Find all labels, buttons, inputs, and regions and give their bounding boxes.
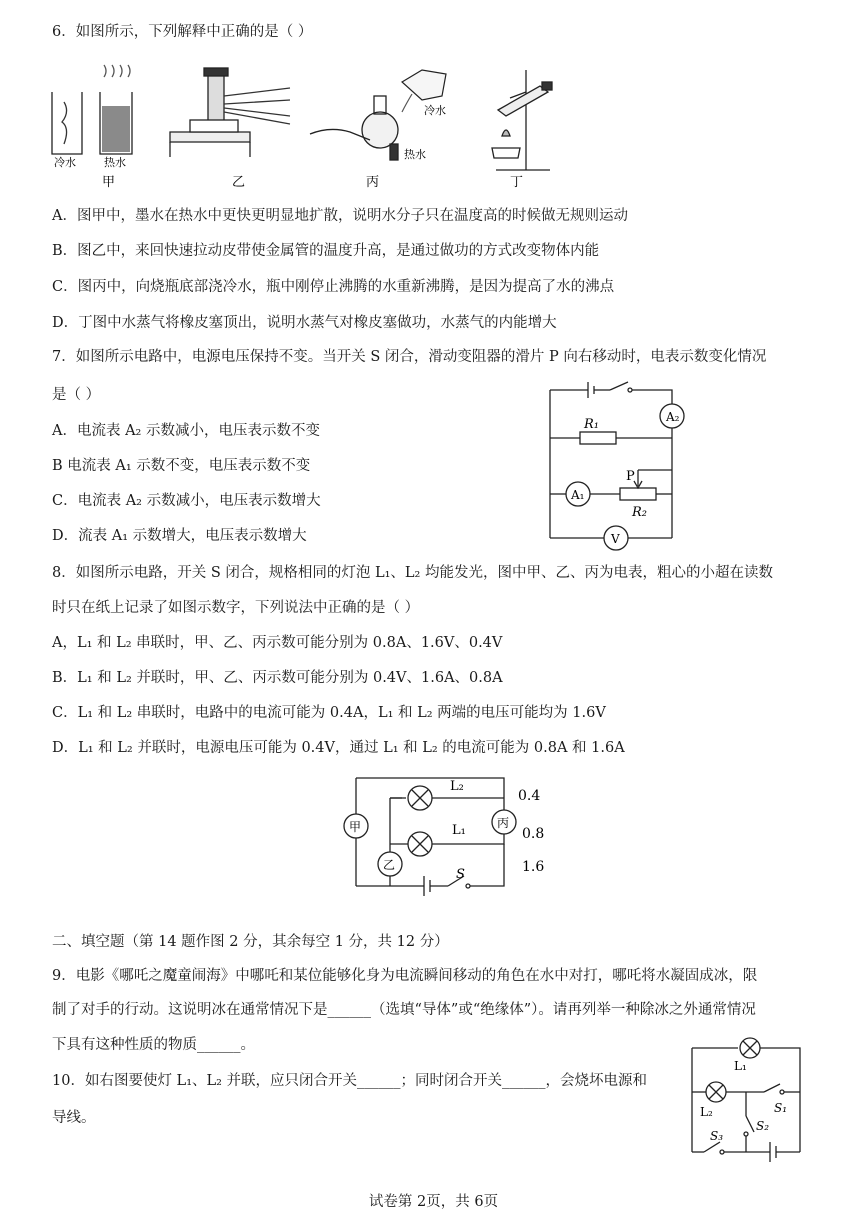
q9-line1: 9．电影《哪吒之魔童闹海》中哪吒和某位能够化身为电流瞬间移动的角色在水中对打，哪吒将水凝固成冰，限: [52, 968, 758, 984]
q6-option-a: A．图甲中，墨水在热水中更快更明显地扩散，说明水分子只在温度高的时候做无规则运动: [52, 208, 628, 224]
q8-lamp-l2: L₂: [450, 779, 464, 794]
fig-bing-cold-label: 冷水: [424, 104, 446, 117]
q10-line2: 导线。: [52, 1110, 96, 1126]
fig-ding-stand: [492, 70, 552, 170]
q7-ammeter-a1: A₁: [571, 488, 585, 502]
q8-option-a: A，L₁ 和 L₂ 串联时，甲、乙、丙示数可能分别为 0.8A、1.6V、0.4V: [52, 635, 503, 651]
q8-reading-3: 1.6: [522, 859, 545, 875]
q7-resistor-r1: R₁: [584, 417, 599, 432]
fig-jia-cold-label: 冷水: [54, 156, 76, 169]
q8-meter-jia: 甲: [349, 820, 362, 834]
q10-line1: 10．如右图要使灯 L₁、L₂ 并联，应只闭合开关______；同时闭合开关______，会烧坏电源和: [52, 1073, 648, 1089]
fig-jia-hot-label: 热水: [104, 156, 126, 169]
q10-switch-s3: S₃: [710, 1129, 724, 1143]
q10-switch-s1: S₁: [774, 1101, 788, 1115]
q7-circuit-diagram: [540, 378, 700, 554]
q8-stem-line1: 8．如图所示电路，开关 S 闭合，规格相同的灯泡 L₁、L₂ 均能发光，图中甲、乙、丙为电表，粗心的小超在读数: [52, 565, 773, 581]
q7-option-c: C．电流表 A₂ 示数减小，电压表示数增大: [52, 493, 321, 509]
q9-line3: 下具有这种性质的物质______。: [52, 1037, 255, 1053]
q6-option-b: B．图乙中，来回快速拉动皮带使金属管的温度升高，是通过做功的方式改变物体内能: [52, 243, 600, 259]
fig-bing-flask: [310, 96, 398, 160]
q7-stem-line2: 是（ ）: [52, 387, 101, 403]
q10-lamp-l2: L₂: [700, 1105, 713, 1119]
q10-switch-s2: S₂: [756, 1119, 770, 1133]
q9-line2: 制了对手的行动。这说明冰在通常情况下是______（选填“导体”或“绝缘体”）。请再列举一种除冰之外通常情况: [52, 1002, 756, 1018]
section2-title: 二、填空题（第 14 题作图 2 分，其余每空 1 分，共 12 分）: [52, 934, 449, 950]
q6-figures: [40, 62, 580, 192]
q7-slider-p: P: [626, 469, 635, 484]
q7-option-a: A．电流表 A₂ 示数减小，电压表示数不变: [52, 423, 320, 439]
q8-option-c: C．L₁ 和 L₂ 串联时，电路中的电流可能为 0.4A，L₁ 和 L₂ 两端的电压可能均为 1.6V: [52, 705, 606, 721]
q8-lamp-l1: L₁: [452, 823, 466, 838]
q7-option-d: D．流表 A₁ 示数增大，电压表示数增大: [52, 528, 307, 544]
q8-switch-s: S: [456, 867, 465, 882]
q7-ammeter-a2: A₂: [666, 410, 680, 424]
q6-option-d: D．丁图中水蒸气将橡皮塞顶出，说明水蒸气对橡皮塞做功，水蒸气的内能增大: [52, 315, 557, 331]
q8-option-d: D．L₁ 和 L₂ 并联时，电源电压可能为 0.4V，通过 L₁ 和 L₂ 的电流可能为 0.8A 和 1.6A: [52, 740, 625, 756]
fig-bing-hot-label: 热水: [404, 148, 426, 161]
q6-stem: 6．如图所示，下列解释中正确的是（ ）: [52, 24, 313, 40]
fig-label-ding: 丁: [510, 175, 524, 190]
q8-meter-yi: 乙: [383, 858, 396, 872]
page-footer: 试卷第 2页，共 6页: [368, 1194, 499, 1210]
q7-option-b: B 电流表 A₁ 示数不变，电压表示数不变: [52, 458, 311, 474]
fig-label-jia: 甲: [102, 175, 116, 190]
q8-reading-2: 0.8: [522, 826, 545, 842]
fig-label-yi: 乙: [232, 175, 246, 190]
fig-label-bing: 丙: [366, 175, 380, 190]
fig-yi-apparatus: [170, 68, 290, 157]
q8-stem-line2: 时只在纸上记录了如图示数字，下列说法中正确的是（ ）: [52, 600, 420, 616]
q7-voltmeter-v: V: [611, 532, 620, 546]
q6-option-c: C．图丙中，向烧瓶底部浇冷水，瓶中刚停止沸腾的水重新沸腾，是因为提高了水的沸点: [52, 279, 615, 295]
fig-jia-beakers: [52, 65, 132, 154]
q8-reading-1: 0.4: [518, 788, 541, 804]
q10-lamp-l1: L₁: [734, 1059, 747, 1073]
q8-meter-bing: 丙: [497, 816, 510, 830]
q7-stem-line1: 7．如图所示电路中，电源电压保持不变。当开关 S 闭合，滑动变阻器的滑片 P 向右移动时，电表示数变化情况: [52, 349, 767, 365]
q8-circuit-diagram: [338, 770, 558, 896]
q10-circuit-diagram: [684, 1036, 810, 1164]
q7-rheostat-r2: R₂: [632, 505, 647, 520]
q8-option-b: B．L₁ 和 L₂ 并联时，甲、乙、丙示数可能分别为 0.4V、1.6A、0.8A: [52, 670, 503, 686]
